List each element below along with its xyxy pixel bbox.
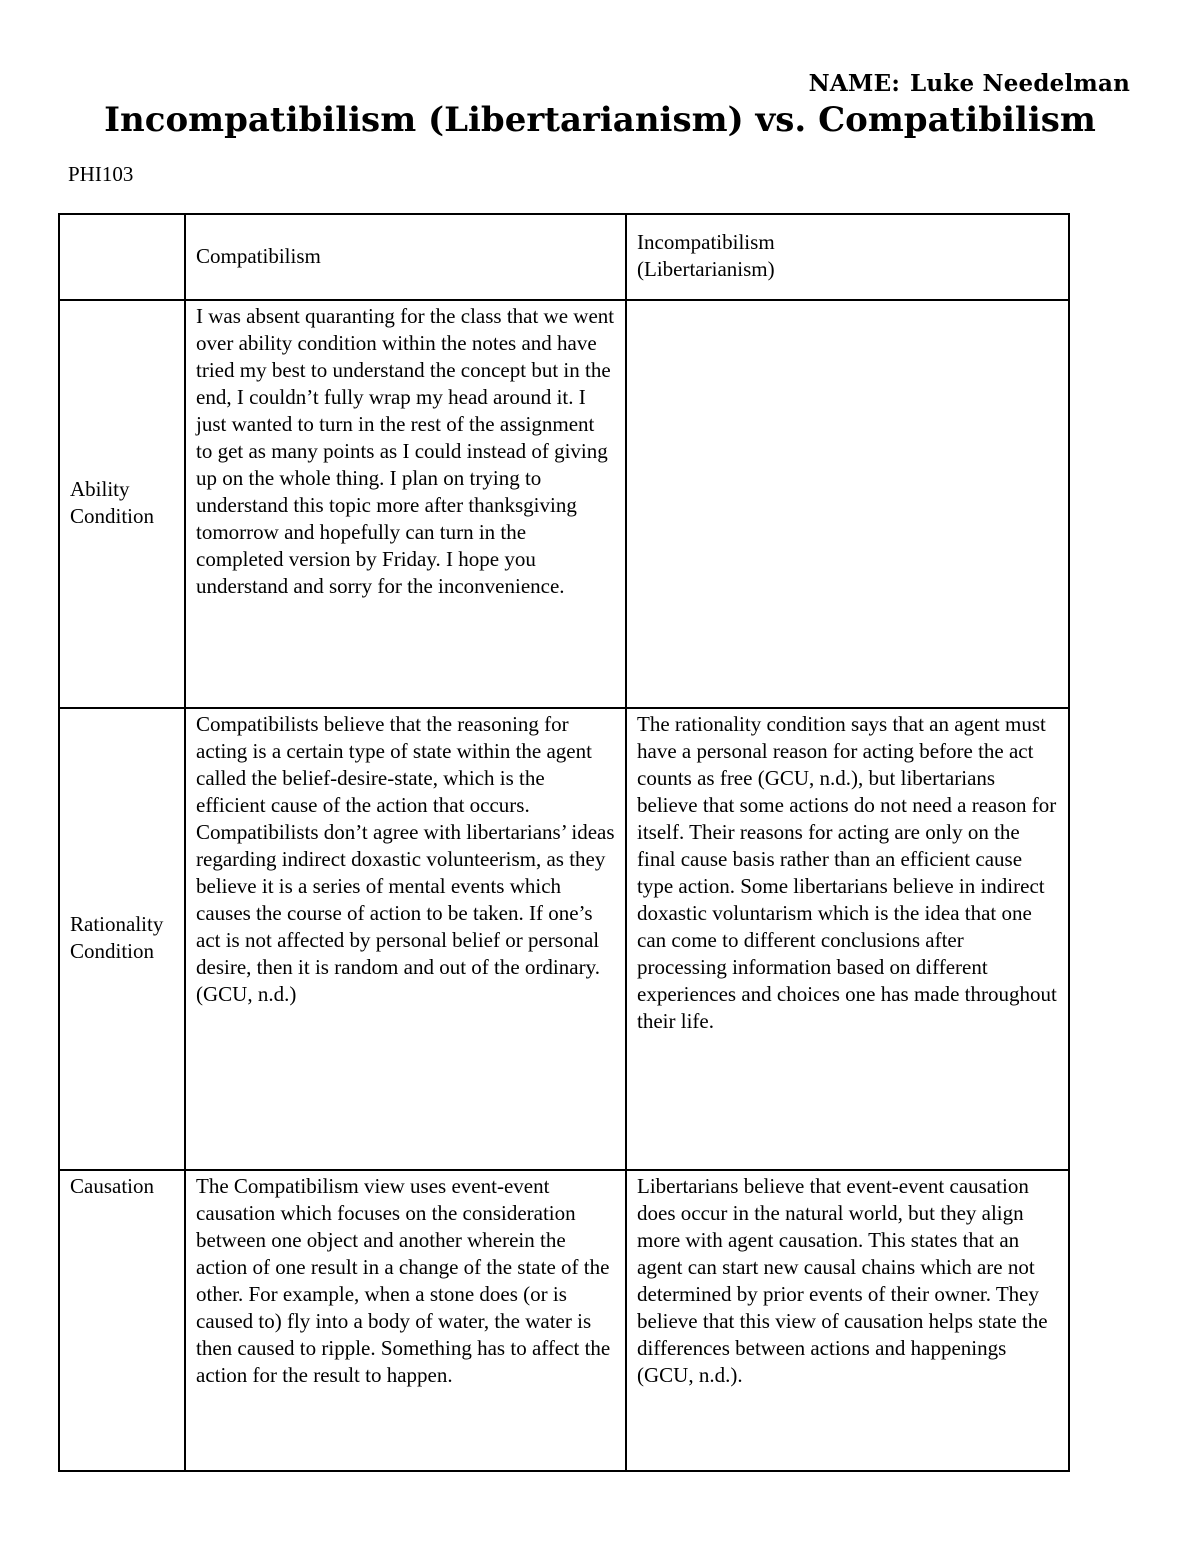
row-label-causation: Causation (59, 1170, 185, 1471)
rationality-label-text: Rationality Condition (70, 912, 164, 963)
header-blank-cell (59, 214, 185, 300)
header-incompatibilism-label: Incompatibilism (Libertarianism) (637, 230, 775, 281)
page-title: Incompatibilism (Libertarianism) vs. Compatibilism (104, 100, 1096, 140)
header-incompatibilism (626, 214, 1069, 300)
table-row (59, 300, 1069, 708)
table-row (59, 1170, 1069, 1471)
row-label-ability-condition: Ability Condition (59, 300, 185, 708)
course-code: PHI103 (68, 162, 134, 186)
header-compatibilism: Compatibilism (185, 214, 626, 300)
row-label-rationality-condition (59, 708, 185, 1170)
cell-rationality-incompatibilism: The rationality condition says that an agent must have a personal reason for acting before the act counts as free (GCU, n.d.), but libertarians believe that some actions do not need a reason for itself. Their reasons for acting are only on the final cause basis rather than an efficient cause type action. Some libertarians believe in indirect doxastic voluntarism which is the idea that one can come to different conclusions after processing information based on different experiences and choices one has made throughout their life. (626, 708, 1069, 1170)
student-name: Luke Needelman (910, 70, 1130, 97)
cell-causation-incompatibilism: Libertarians believe that event-event causation does occur in the natural world, but they align more with agent causation. This states that an agent can start new causal chains which are not determined by prior events of their owner. They believe that this view of causation helps state the differences between actions and happenings (GCU, n.d.). (626, 1170, 1069, 1471)
table-row (59, 708, 1069, 1170)
cell-rationality-compatibilism: Compatibilists believe that the reasoning for acting is a certain type of state within the agent called the belief-desire-state, which is the efficient cause of the action that occurs. Compatibilists don’t agree with libertarians’ ideas regarding indirect doxastic volunteerism, as they believe it is a series of mental events which causes the course of action to be taken. If one’s act is not affected by personal belief or personal desire, then it is random and out of the ordinary. (GCU, n.d.) (185, 708, 626, 1170)
name-label: NAME: (808, 70, 901, 97)
cell-causation-compatibilism: The Compatibilism view uses event-event causation which focuses on the consideration between one object and another wherein the action of one result in a change of the state of the other. For example, when a stone does (or is caused to) fly into a body of water, the water is then caused to ripple. Something has to affect the action for the result to happen. (185, 1170, 626, 1471)
cell-ability-incompatibilism (626, 300, 1069, 708)
comparison-table (58, 213, 1070, 1472)
table-header-row (59, 214, 1069, 300)
cell-ability-compatibilism: I was absent quaranting for the class that we went over ability condition within the notes and have tried my best to understand the concept but in the end, I couldn’t fully wrap my head around it. I just wanted to turn in the rest of the assignment to get as many points as I could instead of giving up on the whole thing. I plan on trying to understand this topic more after thanksgiving tomorrow and hopefully can turn in the completed version by Friday. I hope you understand and sorry for the inconvenience. (185, 300, 626, 708)
student-name-line (809, 70, 1130, 97)
